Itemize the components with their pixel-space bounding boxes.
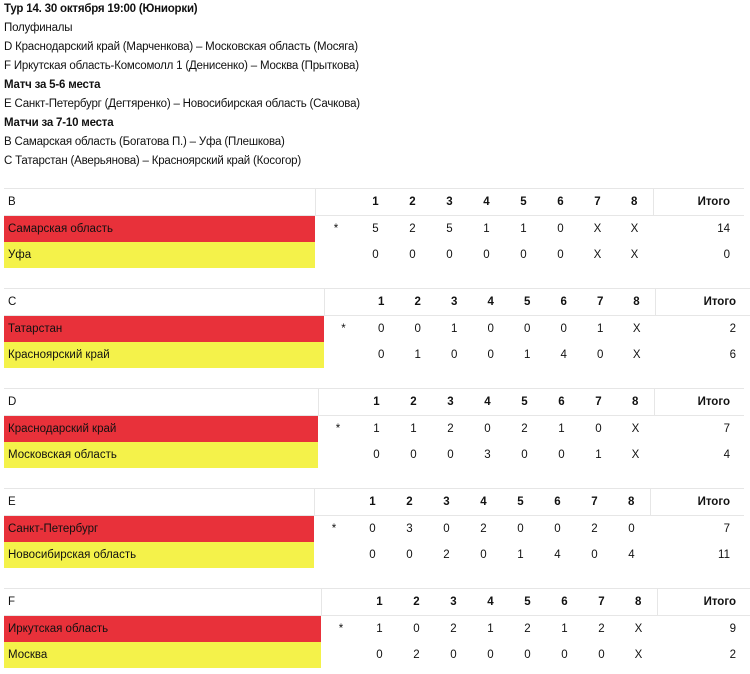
total-header: Итого	[650, 489, 744, 516]
end-header: 6	[546, 589, 583, 616]
end-header: 6	[542, 189, 579, 216]
hammer-marker	[321, 642, 361, 668]
end-score: 0	[487, 349, 494, 361]
team-total: 9	[729, 623, 736, 635]
end-score: 0	[554, 523, 561, 535]
total-header: Итого	[655, 289, 750, 316]
end-score: 0	[520, 249, 527, 261]
end-score: X	[634, 649, 643, 661]
hammer-marker	[314, 542, 354, 568]
end-header: 8	[616, 189, 653, 216]
end-score: 0	[410, 449, 417, 461]
end-score: 0	[483, 249, 490, 261]
end-score: 0	[595, 423, 602, 435]
matchup-line: C Татарстан (Аверьянова) – Красноярский край (Косогор)	[4, 155, 301, 167]
end-score: 0	[413, 623, 420, 635]
end-header: 2	[391, 489, 428, 516]
end-score: 2	[480, 523, 487, 535]
sheet-label: E	[4, 489, 314, 516]
end-header: 5	[505, 189, 542, 216]
team-total: 4	[723, 449, 730, 461]
end-score: 0	[447, 449, 454, 461]
sheet-label: B	[4, 189, 315, 216]
end-header: 1	[363, 289, 400, 316]
matchup-line: E Санкт-Петербург (Дегтяренко) – Новосибирская область (Сачкова)	[4, 98, 360, 110]
end-header: 8	[617, 389, 654, 416]
end-score: 0	[487, 323, 494, 335]
team-name: Уфа	[4, 242, 315, 268]
end-score: 0	[480, 549, 487, 561]
end-header: 6	[543, 389, 580, 416]
team-total: 7	[723, 523, 730, 535]
end-score: 1	[414, 349, 421, 361]
end-score: 2	[524, 623, 531, 635]
end-score: 0	[443, 523, 450, 535]
end-score: 4	[560, 349, 567, 361]
round-title: Тур 14. 30 октября 19:00 (Юниорки)	[4, 3, 198, 15]
scoreboard-sheet-f	[4, 588, 750, 668]
team-total: 2	[729, 323, 736, 335]
team-row	[4, 242, 744, 268]
end-score: 0	[557, 249, 564, 261]
end-score: 1	[451, 323, 458, 335]
end-score: 2	[598, 623, 605, 635]
hammer-marker: *	[338, 623, 344, 635]
total-header: Итого	[654, 389, 744, 416]
hammer-marker: *	[335, 423, 341, 435]
end-score: 1	[561, 623, 568, 635]
team-name: Краснодарский край	[4, 416, 318, 443]
end-score: 0	[446, 249, 453, 261]
hammer-marker: *	[333, 223, 339, 235]
end-score: 0	[524, 649, 531, 661]
end-score: 0	[451, 349, 458, 361]
team-total: 7	[723, 423, 730, 435]
end-header: 3	[428, 489, 465, 516]
end-score: 1	[376, 623, 383, 635]
end-score: 0	[560, 323, 567, 335]
end-score: 0	[517, 523, 524, 535]
end-header: 4	[473, 289, 510, 316]
end-score: 1	[597, 323, 604, 335]
matchup-line: F Иркутская область-Комсомолл 1 (Денисенко) – Москва (Прыткова)	[4, 60, 359, 72]
end-score: 2	[409, 223, 416, 235]
end-header: 5	[509, 289, 546, 316]
end-header: 4	[465, 489, 502, 516]
end-score: 0	[369, 549, 376, 561]
end-score: X	[632, 323, 641, 335]
end-score: X	[634, 623, 643, 635]
end-header: 5	[502, 489, 539, 516]
schedule-header	[4, 0, 744, 171]
end-header: 7	[579, 189, 616, 216]
end-score: 1	[410, 423, 417, 435]
end-header: 6	[546, 289, 583, 316]
end-header: 1	[361, 589, 398, 616]
team-row	[4, 416, 744, 443]
team-total: 0	[723, 249, 730, 261]
team-row	[4, 316, 750, 343]
end-score: X	[632, 349, 641, 361]
end-score: 2	[413, 649, 420, 661]
end-score: X	[630, 223, 639, 235]
end-score: 0	[524, 323, 531, 335]
end-header: 3	[436, 289, 473, 316]
end-score: 2	[443, 549, 450, 561]
end-score: X	[630, 249, 639, 261]
team-total: 11	[718, 549, 730, 561]
end-score: 0	[373, 449, 380, 461]
end-header: 8	[619, 289, 656, 316]
end-score: 0	[372, 249, 379, 261]
team-row	[4, 616, 750, 643]
end-header: 5	[506, 389, 543, 416]
end-score: 4	[554, 549, 561, 561]
end-score: 0	[521, 449, 528, 461]
team-name: Татарстан	[4, 316, 324, 343]
end-score: 1	[517, 549, 524, 561]
scoreboard-sheet-c	[4, 288, 750, 368]
end-score: 0	[557, 223, 564, 235]
end-header: 3	[435, 589, 472, 616]
end-header: 3	[431, 189, 468, 216]
team-row	[4, 516, 744, 543]
end-score: 0	[450, 649, 457, 661]
end-score: 0	[376, 649, 383, 661]
scoreboard-sheet-e	[4, 488, 744, 568]
end-score: 0	[378, 349, 385, 361]
team-name: Красноярский край	[4, 342, 324, 368]
end-score: 4	[628, 549, 635, 561]
team-name: Санкт-Петербург	[4, 516, 314, 543]
end-score: 0	[409, 249, 416, 261]
end-score: 2	[521, 423, 528, 435]
end-score: 1	[558, 423, 565, 435]
end-score: 0	[591, 549, 598, 561]
section-5-6-place: Матч за 5-6 места	[4, 79, 101, 91]
end-score: 0	[558, 449, 565, 461]
end-header: 6	[539, 489, 576, 516]
team-name: Самарская область	[4, 216, 315, 243]
team-name: Москва	[4, 642, 321, 668]
end-header: 7	[580, 389, 617, 416]
end-header: 1	[358, 389, 395, 416]
team-name: Московская область	[4, 442, 318, 468]
matchup-line: B Самарская область (Богатова П.) – Уфа (Плешкова)	[4, 136, 285, 148]
end-header: 2	[398, 589, 435, 616]
end-score: 0	[597, 349, 604, 361]
team-row	[4, 642, 750, 668]
end-score: 1	[373, 423, 380, 435]
end-header: 1	[354, 489, 391, 516]
end-score: X	[593, 223, 602, 235]
section-7-10-place: Матчи за 7-10 места	[4, 117, 114, 129]
team-total: 2	[729, 649, 736, 661]
team-row	[4, 442, 744, 468]
end-score: X	[631, 423, 640, 435]
end-score: 3	[406, 523, 413, 535]
sheet-label: D	[4, 389, 318, 416]
end-score: 2	[450, 623, 457, 635]
matchup-line: D Краснодарский край (Марченкова) – Московская область (Мосяга)	[4, 41, 358, 53]
hammer-marker	[315, 242, 357, 268]
end-header: 5	[509, 589, 546, 616]
end-score: 5	[372, 223, 379, 235]
end-score: 1	[520, 223, 527, 235]
team-total: 6	[729, 349, 736, 361]
team-row	[4, 216, 744, 243]
end-score: 0	[561, 649, 568, 661]
end-score: 0	[598, 649, 605, 661]
end-header: 7	[583, 589, 620, 616]
scoreboard-sheet-b	[4, 188, 744, 268]
end-score: 0	[378, 323, 385, 335]
end-header: 7	[582, 289, 619, 316]
hammer-marker: *	[341, 323, 346, 335]
end-score: 2	[447, 423, 454, 435]
end-score: 1	[524, 349, 531, 361]
sheet-label: F	[4, 589, 321, 616]
end-header: 3	[432, 389, 469, 416]
total-header: Итого	[657, 589, 750, 616]
end-header: 4	[472, 589, 509, 616]
hammer-marker	[324, 342, 363, 368]
team-row	[4, 342, 750, 368]
end-score: 0	[406, 549, 413, 561]
end-header: 4	[469, 389, 506, 416]
end-header: 8	[620, 589, 657, 616]
end-header: 7	[576, 489, 613, 516]
scoreboard-sheet-d	[4, 388, 744, 468]
total-header: Итого	[653, 189, 744, 216]
end-score: 3	[484, 449, 491, 461]
end-header: 2	[400, 289, 437, 316]
hammer-marker: *	[331, 523, 337, 535]
team-total: 14	[717, 223, 730, 235]
end-header: 1	[357, 189, 394, 216]
end-score: 0	[414, 323, 421, 335]
end-score: 0	[369, 523, 376, 535]
end-header: 2	[394, 189, 431, 216]
hammer-marker	[318, 442, 358, 468]
end-score: 1	[595, 449, 602, 461]
end-score: X	[631, 449, 640, 461]
end-header: 2	[395, 389, 432, 416]
end-score: 0	[628, 523, 635, 535]
section-semifinals: Полуфиналы	[4, 22, 73, 34]
team-name: Иркутская область	[4, 616, 321, 643]
sheet-label: C	[4, 289, 324, 316]
team-row	[4, 542, 744, 568]
end-header: 8	[613, 489, 650, 516]
end-score: 1	[483, 223, 490, 235]
team-name: Новосибирская область	[4, 542, 314, 568]
end-score: 5	[446, 223, 453, 235]
end-score: 2	[591, 523, 598, 535]
end-score: 1	[487, 623, 494, 635]
end-score: 0	[484, 423, 491, 435]
end-header: 4	[468, 189, 505, 216]
end-score: X	[593, 249, 602, 261]
end-score: 0	[487, 649, 494, 661]
